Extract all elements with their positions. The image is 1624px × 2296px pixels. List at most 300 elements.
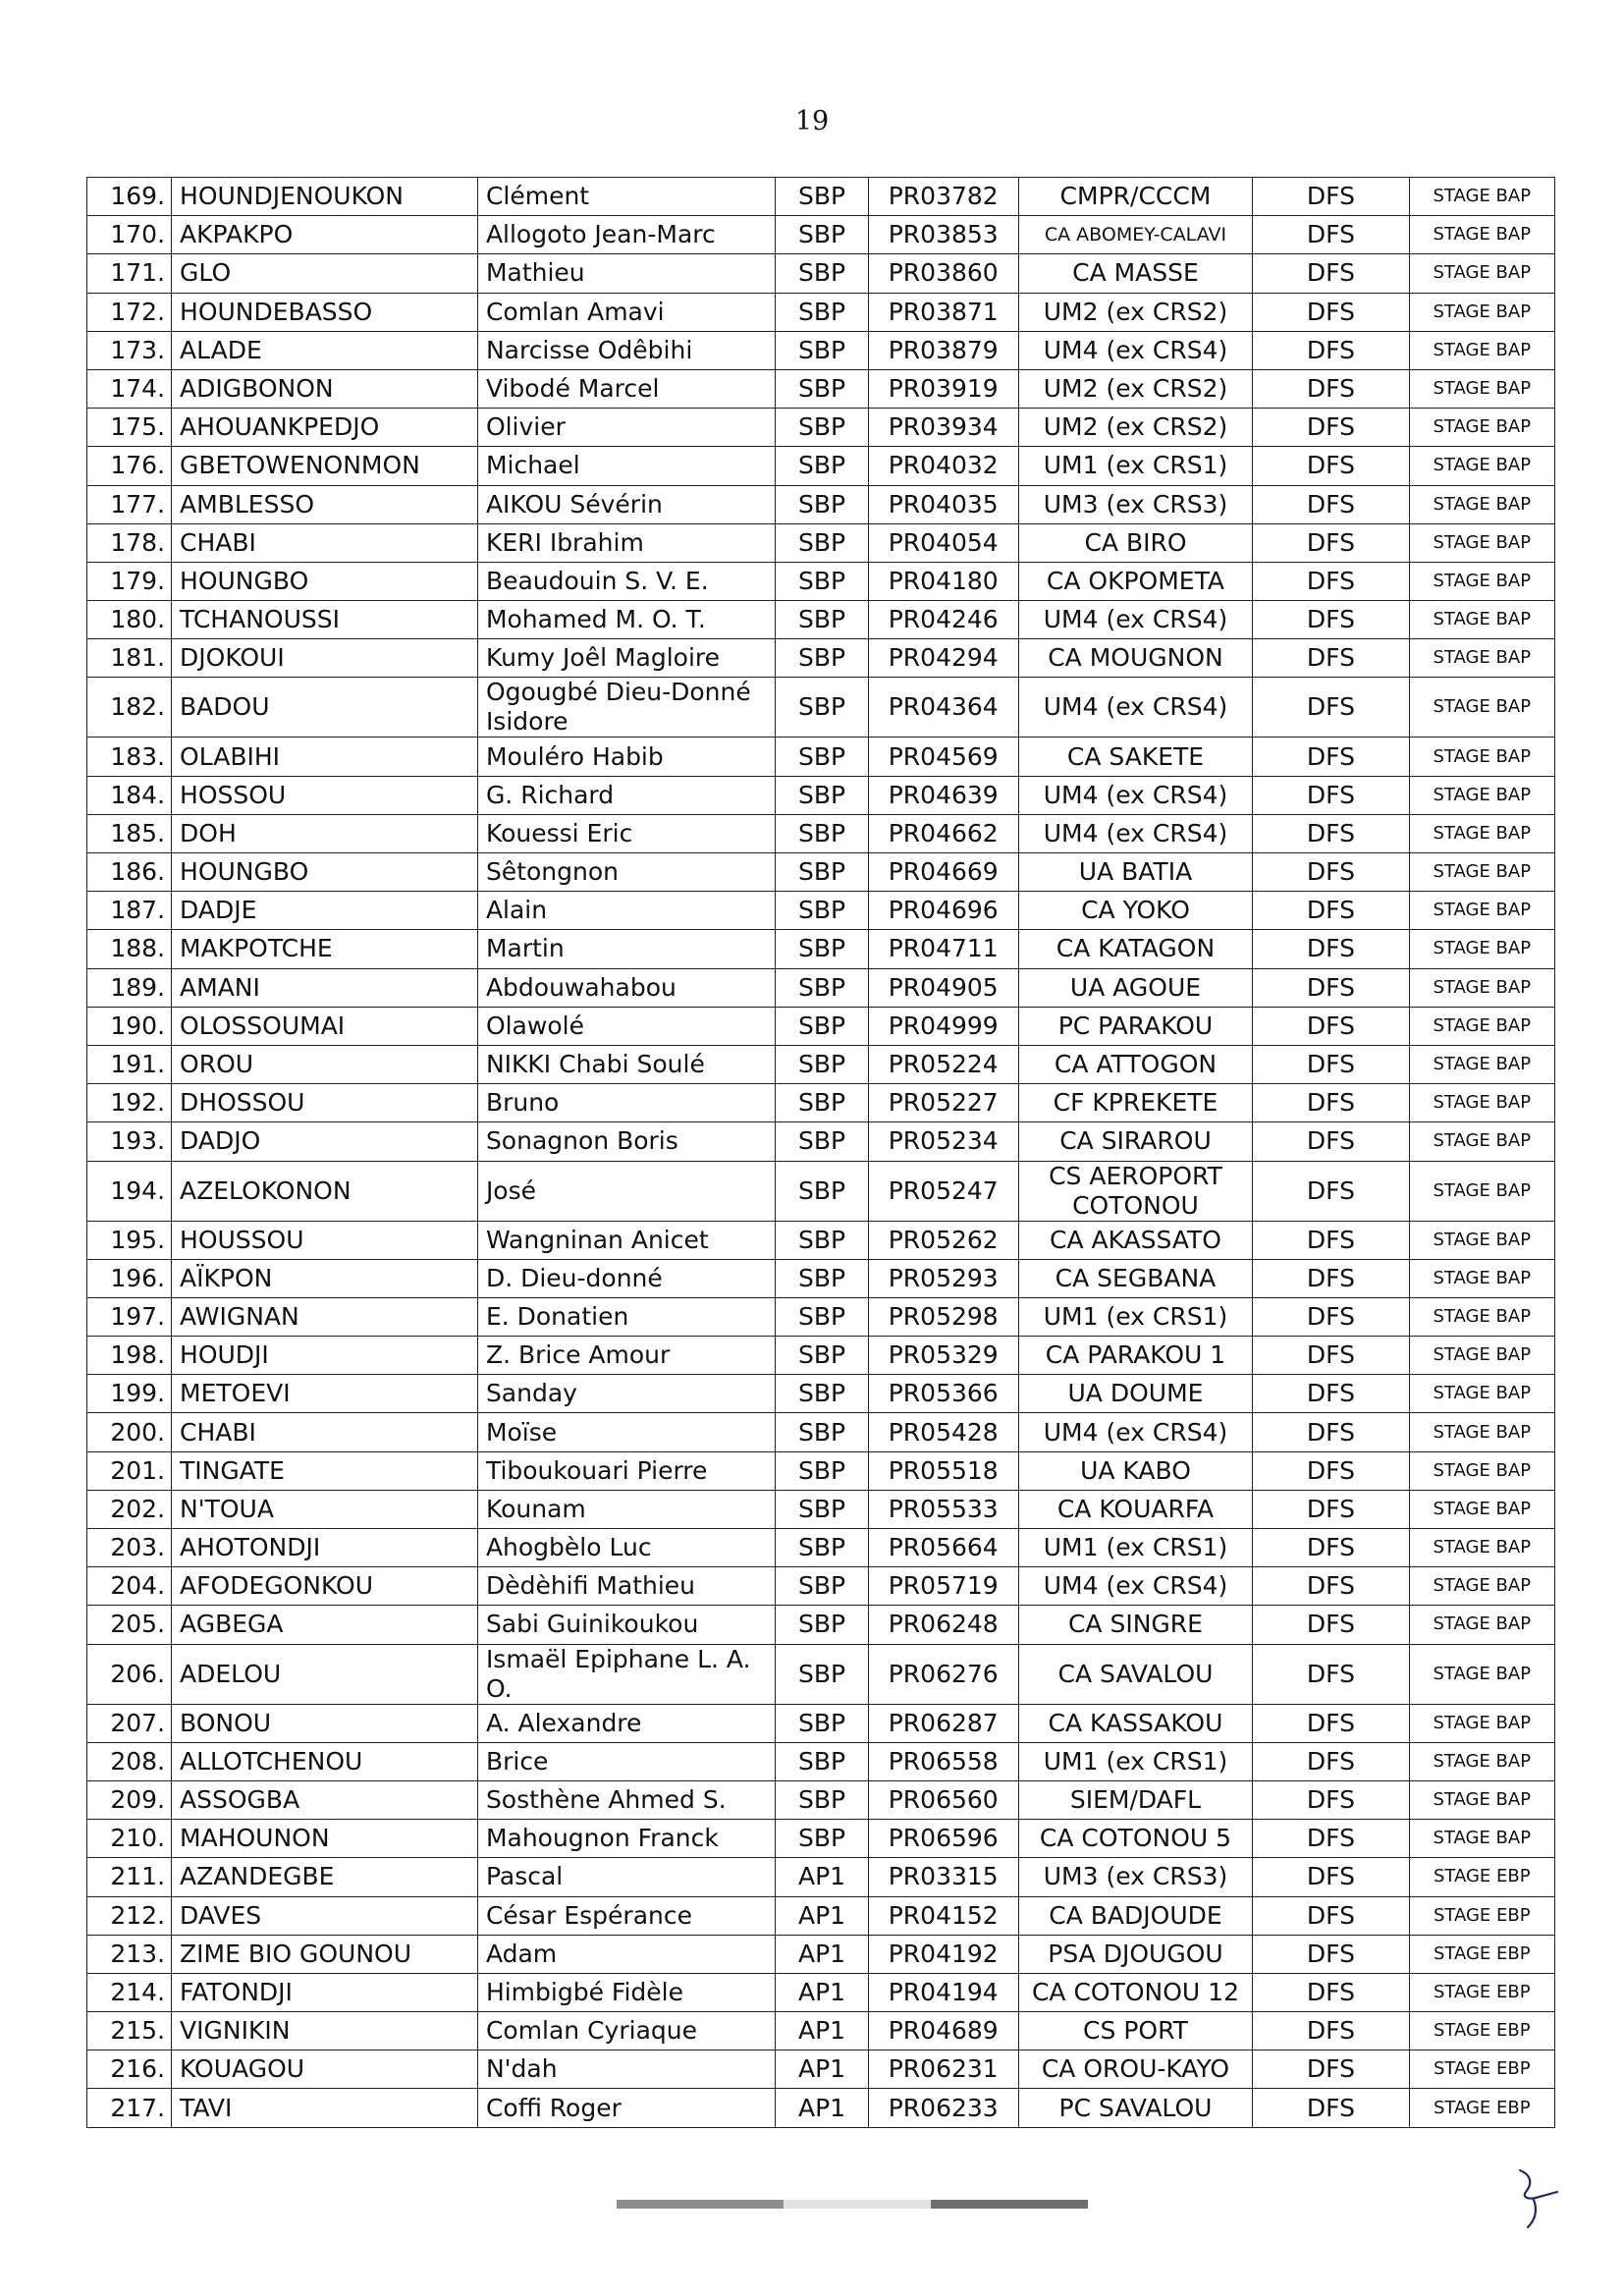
assignment-cell: CA BIRO <box>1018 523 1253 562</box>
assignment-cell: CA BADJOUDE <box>1018 1896 1253 1935</box>
row-number-cell: 217. <box>87 2089 172 2127</box>
assignment-cell: UM1 (ex CRS1) <box>1018 1297 1253 1336</box>
training-stage-cell: STAGE BAP <box>1409 1529 1554 1567</box>
table-row <box>87 216 1555 254</box>
assignment-cell: CA OROU-KAYO <box>1018 2050 1253 2089</box>
table-row <box>87 1375 1555 1413</box>
training-stage-cell: STAGE BAP <box>1409 738 1554 776</box>
grade-cell: SBP <box>776 1704 869 1742</box>
direction-cell: DFS <box>1253 1704 1409 1742</box>
grade-cell: SBP <box>776 853 869 892</box>
last-name-cell: ALADE <box>172 331 478 369</box>
table-row <box>87 1161 1555 1221</box>
assignment-cell: UM4 (ex CRS4) <box>1018 776 1253 814</box>
training-stage-cell: STAGE BAP <box>1409 369 1554 408</box>
assignment-cell: CA AKASSATO <box>1018 1221 1253 1259</box>
grade-cell: SBP <box>776 254 869 293</box>
table-row <box>87 1297 1555 1336</box>
row-number-cell: 195. <box>87 1221 172 1259</box>
assignment-cell: CA SAKETE <box>1018 738 1253 776</box>
training-stage-cell: STAGE BAP <box>1409 1045 1554 1083</box>
direction-cell: DFS <box>1253 1935 1409 1973</box>
table-row <box>87 1644 1555 1704</box>
last-name-cell: ALLOTCHENOU <box>172 1742 478 1780</box>
grade-cell: SBP <box>776 1606 869 1644</box>
grade-cell: SBP <box>776 523 869 562</box>
matricule-cell: PR03860 <box>868 254 1018 293</box>
grade-cell: SBP <box>776 1742 869 1780</box>
last-name-cell: METOEVI <box>172 1375 478 1413</box>
assignment-cell: PC PARAKOU <box>1018 1007 1253 1045</box>
matricule-cell: PR05329 <box>868 1337 1018 1375</box>
direction-cell: DFS <box>1253 776 1409 814</box>
direction-cell: DFS <box>1253 601 1409 639</box>
matricule-cell: PR04246 <box>868 601 1018 639</box>
assignment-cell: CA SAVALOU <box>1018 1644 1253 1704</box>
table-row <box>87 2012 1555 2050</box>
assignment-cell: UA AGOUE <box>1018 968 1253 1007</box>
training-stage-cell: STAGE BAP <box>1409 485 1554 523</box>
assignment-cell: CA SINGRE <box>1018 1606 1253 1644</box>
row-number-cell: 169. <box>87 178 172 216</box>
first-names-cell: Kumy Joêl Magloire <box>477 639 775 678</box>
last-name-cell: HOSSOU <box>172 776 478 814</box>
table-row <box>87 639 1555 678</box>
table-row <box>87 485 1555 523</box>
table-row <box>87 562 1555 600</box>
first-names-cell: Beaudouin S. V. E. <box>477 562 775 600</box>
last-name-cell: FATONDJI <box>172 1973 478 2011</box>
direction-cell: DFS <box>1253 485 1409 523</box>
table-row <box>87 1896 1555 1935</box>
row-number-cell: 202. <box>87 1490 172 1528</box>
row-number-cell: 190. <box>87 1007 172 1045</box>
direction-cell: DFS <box>1253 2012 1409 2050</box>
first-names-cell: D. Dieu-donné <box>477 1259 775 1297</box>
direction-cell: DFS <box>1253 678 1409 738</box>
direction-cell: DFS <box>1253 1045 1409 1083</box>
row-number-cell: 193. <box>87 1122 172 1161</box>
grade-cell: SBP <box>776 1529 869 1567</box>
row-number-cell: 182. <box>87 678 172 738</box>
signature-mark <box>1512 2164 1561 2233</box>
table-row <box>87 1007 1555 1045</box>
row-number-cell: 181. <box>87 639 172 678</box>
row-number-cell: 203. <box>87 1529 172 1567</box>
first-names-cell: KERI Ibrahim <box>477 523 775 562</box>
first-names-cell: E. Donatien <box>477 1297 775 1336</box>
last-name-cell: AMANI <box>172 968 478 1007</box>
table-row <box>87 1490 1555 1528</box>
matricule-cell: PR04569 <box>868 738 1018 776</box>
assignment-cell: CA COTONOU 12 <box>1018 1973 1253 2011</box>
assignment-cell: CA KATAGON <box>1018 930 1253 968</box>
assignment-cell: CA COTONOU 5 <box>1018 1820 1253 1858</box>
matricule-cell: PR04711 <box>868 930 1018 968</box>
grade-cell: AP1 <box>776 1935 869 1973</box>
direction-cell: DFS <box>1253 1337 1409 1375</box>
row-number-cell: 214. <box>87 1973 172 2011</box>
direction-cell: DFS <box>1253 1007 1409 1045</box>
matricule-cell: PR05366 <box>868 1375 1018 1413</box>
row-number-cell: 174. <box>87 369 172 408</box>
last-name-cell: TAVI <box>172 2089 478 2127</box>
first-names-cell: Pascal <box>477 1858 775 1896</box>
assignment-cell: UM2 (ex CRS2) <box>1018 369 1253 408</box>
matricule-cell: PR05428 <box>868 1413 1018 1451</box>
grade-cell: SBP <box>776 485 869 523</box>
direction-cell: DFS <box>1253 2089 1409 2127</box>
assignment-cell: CA PARAKOU 1 <box>1018 1337 1253 1375</box>
matricule-cell: PR04054 <box>868 523 1018 562</box>
table-row <box>87 369 1555 408</box>
grade-cell: SBP <box>776 1161 869 1221</box>
table-row <box>87 1606 1555 1644</box>
direction-cell: DFS <box>1253 892 1409 930</box>
last-name-cell: N'TOUA <box>172 1490 478 1528</box>
row-number-cell: 170. <box>87 216 172 254</box>
direction-cell: DFS <box>1253 369 1409 408</box>
last-name-cell: GLO <box>172 254 478 293</box>
matricule-cell: PR05262 <box>868 1221 1018 1259</box>
grade-cell: SBP <box>776 639 869 678</box>
grade-cell: SBP <box>776 1007 869 1045</box>
matricule-cell: PR03853 <box>868 216 1018 254</box>
first-names-cell: Moïse <box>477 1413 775 1451</box>
last-name-cell: TINGATE <box>172 1451 478 1490</box>
assignment-cell: UM4 (ex CRS4) <box>1018 678 1253 738</box>
last-name-cell: CHABI <box>172 1413 478 1451</box>
row-number-cell: 194. <box>87 1161 172 1221</box>
first-names-cell: Olivier <box>477 409 775 447</box>
table-row <box>87 968 1555 1007</box>
table-row <box>87 738 1555 776</box>
first-names-cell: Ismaël Epiphane L. A. O. <box>477 1644 775 1704</box>
first-names-cell: Coffi Roger <box>477 2089 775 2127</box>
table-row <box>87 1529 1555 1567</box>
first-names-cell: Adam <box>477 1935 775 1973</box>
table-row <box>87 1259 1555 1297</box>
row-number-cell: 213. <box>87 1935 172 1973</box>
last-name-cell: BONOU <box>172 1704 478 1742</box>
first-names-cell: Ogougbé Dieu-Donné Isidore <box>477 678 775 738</box>
assignment-cell: CA MOUGNON <box>1018 639 1253 678</box>
table-row <box>87 814 1555 852</box>
first-names-cell: Kouessi Eric <box>477 814 775 852</box>
assignment-cell: CMPR/CCCM <box>1018 178 1253 216</box>
grade-cell: AP1 <box>776 2089 869 2127</box>
assignment-cell: UM3 (ex CRS3) <box>1018 1858 1253 1896</box>
table-row <box>87 1337 1555 1375</box>
row-number-cell: 173. <box>87 331 172 369</box>
page-number: 19 <box>794 106 830 137</box>
personnel-table <box>86 177 1555 2128</box>
table-row <box>87 1122 1555 1161</box>
first-names-cell: Clément <box>477 178 775 216</box>
table-row <box>87 1084 1555 1122</box>
training-stage-cell: STAGE BAP <box>1409 254 1554 293</box>
last-name-cell: DOH <box>172 814 478 852</box>
grade-cell: AP1 <box>776 1973 869 2011</box>
matricule-cell: PR04032 <box>868 447 1018 485</box>
row-number-cell: 209. <box>87 1780 172 1819</box>
matricule-cell: PR06231 <box>868 2050 1018 2089</box>
training-stage-cell: STAGE BAP <box>1409 601 1554 639</box>
grade-cell: SBP <box>776 1084 869 1122</box>
matricule-cell: PR06248 <box>868 1606 1018 1644</box>
training-stage-cell: STAGE EBP <box>1409 2012 1554 2050</box>
table-row <box>87 1045 1555 1083</box>
training-stage-cell: STAGE BAP <box>1409 1375 1554 1413</box>
training-stage-cell: STAGE BAP <box>1409 776 1554 814</box>
last-name-cell: MAHOUNON <box>172 1820 478 1858</box>
direction-cell: DFS <box>1253 1161 1409 1221</box>
matricule-cell: PR04035 <box>868 485 1018 523</box>
table-row <box>87 1704 1555 1742</box>
training-stage-cell: STAGE BAP <box>1409 216 1554 254</box>
table-row <box>87 1742 1555 1780</box>
assignment-cell: CA KASSAKOU <box>1018 1704 1253 1742</box>
row-number-cell: 191. <box>87 1045 172 1083</box>
matricule-cell: PR05224 <box>868 1045 1018 1083</box>
training-stage-cell: STAGE BAP <box>1409 1567 1554 1606</box>
direction-cell: DFS <box>1253 930 1409 968</box>
first-names-cell: Allogoto Jean-Marc <box>477 216 775 254</box>
grade-cell: SBP <box>776 1221 869 1259</box>
row-number-cell: 177. <box>87 485 172 523</box>
first-names-cell: Ahogbèlo Luc <box>477 1529 775 1567</box>
training-stage-cell: STAGE BAP <box>1409 1007 1554 1045</box>
last-name-cell: DADJE <box>172 892 478 930</box>
table-row <box>87 1451 1555 1490</box>
training-stage-cell: STAGE BAP <box>1409 1084 1554 1122</box>
row-number-cell: 178. <box>87 523 172 562</box>
first-names-cell: Dèdèhifi Mathieu <box>477 1567 775 1606</box>
assignment-cell: CA ATTOGON <box>1018 1045 1253 1083</box>
grade-cell: SBP <box>776 293 869 331</box>
direction-cell: DFS <box>1253 254 1409 293</box>
row-number-cell: 210. <box>87 1820 172 1858</box>
first-names-cell: NIKKI Chabi Soulé <box>477 1045 775 1083</box>
grade-cell: SBP <box>776 331 869 369</box>
first-names-cell: Olawolé <box>477 1007 775 1045</box>
table-row <box>87 409 1555 447</box>
matricule-cell: PR03782 <box>868 178 1018 216</box>
matricule-cell: PR04192 <box>868 1935 1018 1973</box>
direction-cell: DFS <box>1253 216 1409 254</box>
row-number-cell: 216. <box>87 2050 172 2089</box>
matricule-cell: PR05247 <box>868 1161 1018 1221</box>
first-names-cell: Alain <box>477 892 775 930</box>
last-name-cell: ADIGBONON <box>172 369 478 408</box>
grade-cell: SBP <box>776 1644 869 1704</box>
training-stage-cell: STAGE BAP <box>1409 293 1554 331</box>
training-stage-cell: STAGE BAP <box>1409 447 1554 485</box>
assignment-cell: UM4 (ex CRS4) <box>1018 601 1253 639</box>
table-row <box>87 2089 1555 2127</box>
grade-cell: SBP <box>776 409 869 447</box>
grade-cell: SBP <box>776 930 869 968</box>
grade-cell: SBP <box>776 1122 869 1161</box>
assignment-cell: UM4 (ex CRS4) <box>1018 1413 1253 1451</box>
grade-cell: SBP <box>776 1259 869 1297</box>
first-names-cell: Sonagnon Boris <box>477 1122 775 1161</box>
first-names-cell: César Espérance <box>477 1896 775 1935</box>
table-row <box>87 523 1555 562</box>
row-number-cell: 206. <box>87 1644 172 1704</box>
grade-cell: SBP <box>776 776 869 814</box>
direction-cell: DFS <box>1253 1297 1409 1336</box>
grade-cell: SBP <box>776 601 869 639</box>
direction-cell: DFS <box>1253 1221 1409 1259</box>
assignment-cell: CA SIRAROU <box>1018 1122 1253 1161</box>
direction-cell: DFS <box>1253 1413 1409 1451</box>
direction-cell: DFS <box>1253 814 1409 852</box>
first-names-cell: Mouléro Habib <box>477 738 775 776</box>
matricule-cell: PR04905 <box>868 968 1018 1007</box>
training-stage-cell: STAGE BAP <box>1409 892 1554 930</box>
last-name-cell: ZIME BIO GOUNOU <box>172 1935 478 1973</box>
training-stage-cell: STAGE BAP <box>1409 1606 1554 1644</box>
footer-scan-bar <box>617 2200 1088 2209</box>
table-row <box>87 892 1555 930</box>
first-names-cell: Tiboukouari Pierre <box>477 1451 775 1490</box>
last-name-cell: AMBLESSO <box>172 485 478 523</box>
table-row <box>87 447 1555 485</box>
assignment-cell: PC SAVALOU <box>1018 2089 1253 2127</box>
assignment-cell: CA YOKO <box>1018 892 1253 930</box>
last-name-cell: AWIGNAN <box>172 1297 478 1336</box>
direction-cell: DFS <box>1253 738 1409 776</box>
grade-cell: SBP <box>776 1045 869 1083</box>
direction-cell: DFS <box>1253 562 1409 600</box>
row-number-cell: 196. <box>87 1259 172 1297</box>
row-number-cell: 205. <box>87 1606 172 1644</box>
training-stage-cell: STAGE BAP <box>1409 1780 1554 1819</box>
last-name-cell: OLOSSOUMAI <box>172 1007 478 1045</box>
first-names-cell: N'dah <box>477 2050 775 2089</box>
matricule-cell: PR05234 <box>868 1122 1018 1161</box>
table-row <box>87 1820 1555 1858</box>
last-name-cell: ADELOU <box>172 1644 478 1704</box>
first-names-cell: Narcisse Odêbihi <box>477 331 775 369</box>
direction-cell: DFS <box>1253 1606 1409 1644</box>
table-row <box>87 1567 1555 1606</box>
grade-cell: SBP <box>776 1820 869 1858</box>
last-name-cell: DHOSSOU <box>172 1084 478 1122</box>
last-name-cell: HOUNGBO <box>172 562 478 600</box>
direction-cell: DFS <box>1253 639 1409 678</box>
training-stage-cell: STAGE BAP <box>1409 1337 1554 1375</box>
grade-cell: SBP <box>776 1780 869 1819</box>
assignment-cell: CS PORT <box>1018 2012 1253 2050</box>
last-name-cell: BADOU <box>172 678 478 738</box>
grade-cell: AP1 <box>776 1858 869 1896</box>
row-number-cell: 175. <box>87 409 172 447</box>
training-stage-cell: STAGE BAP <box>1409 562 1554 600</box>
last-name-cell: AHOTONDJI <box>172 1529 478 1567</box>
last-name-cell: AÏKPON <box>172 1259 478 1297</box>
first-names-cell: Sosthène Ahmed S. <box>477 1780 775 1819</box>
assignment-cell: PSA DJOUGOU <box>1018 1935 1253 1973</box>
direction-cell: DFS <box>1253 523 1409 562</box>
first-names-cell: Mathieu <box>477 254 775 293</box>
row-number-cell: 187. <box>87 892 172 930</box>
last-name-cell: AZELOKONON <box>172 1161 478 1221</box>
training-stage-cell: STAGE BAP <box>1409 968 1554 1007</box>
table-row <box>87 1858 1555 1896</box>
first-names-cell: Comlan Amavi <box>477 293 775 331</box>
row-number-cell: 208. <box>87 1742 172 1780</box>
matricule-cell: PR04696 <box>868 892 1018 930</box>
matricule-cell: PR04294 <box>868 639 1018 678</box>
matricule-cell: PR03879 <box>868 331 1018 369</box>
grade-cell: SBP <box>776 968 869 1007</box>
row-number-cell: 200. <box>87 1413 172 1451</box>
training-stage-cell: STAGE BAP <box>1409 1221 1554 1259</box>
training-stage-cell: STAGE BAP <box>1409 639 1554 678</box>
training-stage-cell: STAGE BAP <box>1409 1161 1554 1221</box>
first-names-cell: AIKOU Sévérin <box>477 485 775 523</box>
last-name-cell: DAVES <box>172 1896 478 1935</box>
assignment-cell: CA MASSE <box>1018 254 1253 293</box>
first-names-cell: Sanday <box>477 1375 775 1413</box>
row-number-cell: 180. <box>87 601 172 639</box>
direction-cell: DFS <box>1253 1780 1409 1819</box>
training-stage-cell: STAGE BAP <box>1409 1742 1554 1780</box>
training-stage-cell: STAGE BAP <box>1409 930 1554 968</box>
first-names-cell: Vibodé Marcel <box>477 369 775 408</box>
grade-cell: SBP <box>776 216 869 254</box>
last-name-cell: AZANDEGBE <box>172 1858 478 1896</box>
table-row <box>87 331 1555 369</box>
direction-cell: DFS <box>1253 178 1409 216</box>
grade-cell: AP1 <box>776 1896 869 1935</box>
training-stage-cell: STAGE EBP <box>1409 2089 1554 2127</box>
training-stage-cell: STAGE BAP <box>1409 523 1554 562</box>
matricule-cell: PR03315 <box>868 1858 1018 1896</box>
grade-cell: SBP <box>776 1413 869 1451</box>
row-number-cell: 201. <box>87 1451 172 1490</box>
assignment-cell: CS AEROPORT COTONOU <box>1018 1161 1253 1221</box>
table-row <box>87 853 1555 892</box>
matricule-cell: PR04662 <box>868 814 1018 852</box>
training-stage-cell: STAGE BAP <box>1409 1451 1554 1490</box>
assignment-cell: UM2 (ex CRS2) <box>1018 409 1253 447</box>
assignment-cell: UA DOUME <box>1018 1375 1253 1413</box>
training-stage-cell: STAGE BAP <box>1409 178 1554 216</box>
last-name-cell: KOUAGOU <box>172 2050 478 2089</box>
direction-cell: DFS <box>1253 1084 1409 1122</box>
training-stage-cell: STAGE BAP <box>1409 1297 1554 1336</box>
training-stage-cell: STAGE BAP <box>1409 1413 1554 1451</box>
training-stage-cell: STAGE EBP <box>1409 1973 1554 2011</box>
matricule-cell: PR04364 <box>868 678 1018 738</box>
assignment-cell: CA KOUARFA <box>1018 1490 1253 1528</box>
row-number-cell: 212. <box>87 1896 172 1935</box>
direction-cell: DFS <box>1253 1820 1409 1858</box>
assignment-cell: UA BATIA <box>1018 853 1253 892</box>
row-number-cell: 199. <box>87 1375 172 1413</box>
last-name-cell: OLABIHI <box>172 738 478 776</box>
matricule-cell: PR06596 <box>868 1820 1018 1858</box>
assignment-cell: CF KPREKETE <box>1018 1084 1253 1122</box>
grade-cell: SBP <box>776 1451 869 1490</box>
matricule-cell: PR06287 <box>868 1704 1018 1742</box>
first-names-cell: G. Richard <box>477 776 775 814</box>
first-names-cell: Sabi Guinikoukou <box>477 1606 775 1644</box>
assignment-cell: CA OKPOMETA <box>1018 562 1253 600</box>
